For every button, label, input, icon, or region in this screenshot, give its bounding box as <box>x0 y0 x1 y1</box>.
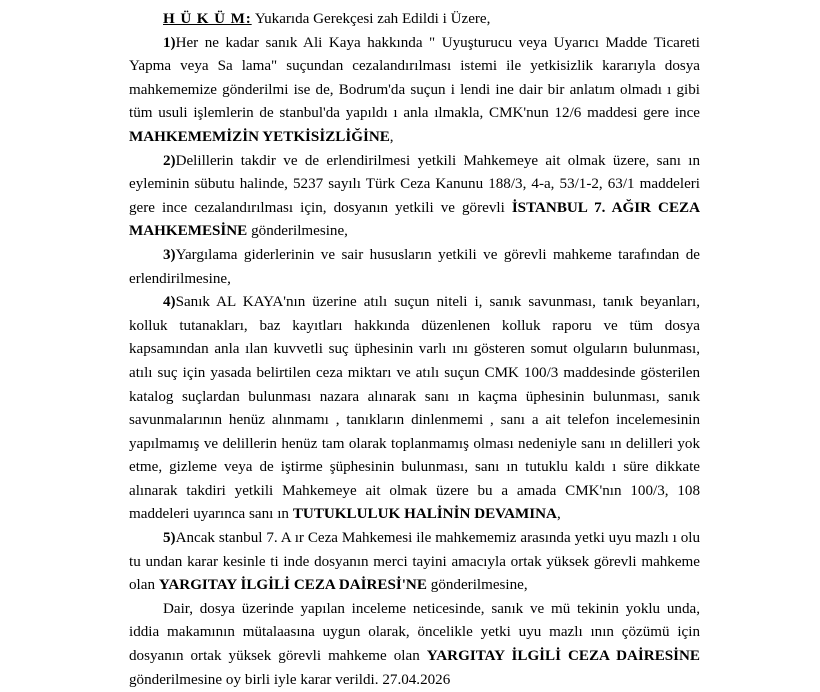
paragraph-2-emphasis: İSTANBUL 7. AĞIR CEZA MAHKEMESİNE <box>129 199 700 240</box>
paragraph-4-text-a: Sanık AL KAYA'nın üzerine atılı suçun niteli i, sanık savunması, tanık beyanları, kolluk tutanakları, baz kayıtları hakkında düzenlenen kolluk raporu ve tüm dosya kapsamından anla ılan kuvvetli suç üphesinin varlı ını gösteren somut olguların bulunması, atılı suç için yasada belirtilen ceza miktarı ve atılı suçun CMK 100/3 maddesinde gösterilen katalog suçlardan bulunması nazara alınarak sanı ın kaçma üphesinin bulunması, sanık savunmalarının henüz alınmamı , tanıkların dinlenmemi , sanı a ait telefon incelemesinin yapılmamış ve delillerin henüz tam olarak toplanmamış olması nedeniyle sanı ın delilleri yok etme, gizleme veya de iştirme şüphesinin bulunması, sanı ın tutuklu kaldı ı süre dikkate alınarak takdiri yetkili Mahkemeye ait olmak üzere bu a amada CMK'nın 100/3, 108 maddeleri uyarınca sanı ın <box>129 294 700 523</box>
paragraph-2 <box>129 150 700 244</box>
paragraph-1-text-b: , <box>389 128 394 145</box>
closing-emphasis: YARGITAY İLGİLİ CEZA DAİRESİNE <box>426 648 701 665</box>
paragraph-2-text-b: gönderilmesine, <box>247 223 348 240</box>
paragraph-4-text-b: , <box>556 506 561 523</box>
paragraph-4 <box>129 291 700 527</box>
paragraph-5-text-b: gönderilmesine, <box>426 577 528 594</box>
closing-text-a: Dair, dosya üzerinde yapılan inceleme neticesinde, sanık ve mü tekinin yoklu unda, iddia makamının mütalaasına uygun olarak, öncelikle yetki uyu mazlı ının çözümü için dosyanın ortak yüksek görevli mahkeme olan <box>129 600 700 665</box>
paragraph-4-emphasis: TUTUKLULUK HALİNİN DEVAMINA <box>292 506 557 523</box>
paragraph-5-text-a: Ancak stanbul 7. A ır Ceza Mahkemesi ile mahkememiz arasında yetki uyu mazlı ı olu tu undan karar kesinle ti inde dosyanın merci tayini amacıyla ortak yüksek görevli mahkeme olan <box>129 530 700 594</box>
paragraph-2-number: 2) <box>163 152 176 169</box>
verdict-heading <box>129 8 700 32</box>
closing-text-b: gönderilmesine oy birli iyle karar verildi. 27.04.2026 <box>129 671 451 688</box>
paragraph-3-text-a: Yargılama giderlerinin ve sair hususların yetkili ve görevli mahkeme tarafından de erlendirilmesine, <box>129 246 700 287</box>
paragraph-1 <box>129 32 700 150</box>
paragraph-1-emphasis: MAHKEMEMİZİN YETKİSİZLİĞİNE <box>129 128 390 145</box>
closing-paragraph <box>129 598 700 692</box>
paragraph-1-text-a: Her ne kadar sanık Ali Kaya hakkında " Uyuşturucu veya Uyarıcı Madde Ticareti Yapma veya Sa lama" suçundan cezalandırılması istemi ile yetkisizlik kararıyla dosya mahkememize gönderilmi ise de, Bodrum'da suçun i lendi ine dair bir anlatım olmadı ı gibi tüm usuli işlemlerin de stanbul'da yapıldı ı anla ılmakla, CMK'nun 12/6 maddesi gere ince <box>129 34 700 122</box>
paragraph-4-number: 4) <box>163 294 176 311</box>
paragraph-5 <box>129 527 700 598</box>
verdict-heading-label: H Ü K Ü M: <box>163 11 252 27</box>
paragraph-3 <box>129 244 700 291</box>
paragraph-2-text-a: Delillerin takdir ve de erlendirilmesi yetkili Mahkemeye ait olmak üzere, sanı ın eyleminin sübutu halinde, 5237 sayılı Türk Ceza Kanunu 188/3, 4-a, 53/1-2, 63/1 maddeleri gere ince cezalandırılması için, dosyanın yetkili ve görevli <box>129 152 700 216</box>
verdict-heading-text: Yukarıda Gerekçesi zah Edildi i Üzere, <box>251 11 491 27</box>
paragraph-1-number: 1) <box>163 34 176 51</box>
paragraph-5-emphasis: YARGITAY İLGİLİ CEZA DAİRESİ'NE <box>158 577 427 594</box>
document-body <box>129 8 700 692</box>
paragraph-3-number: 3) <box>163 246 176 263</box>
paragraph-5-number: 5) <box>163 530 176 547</box>
